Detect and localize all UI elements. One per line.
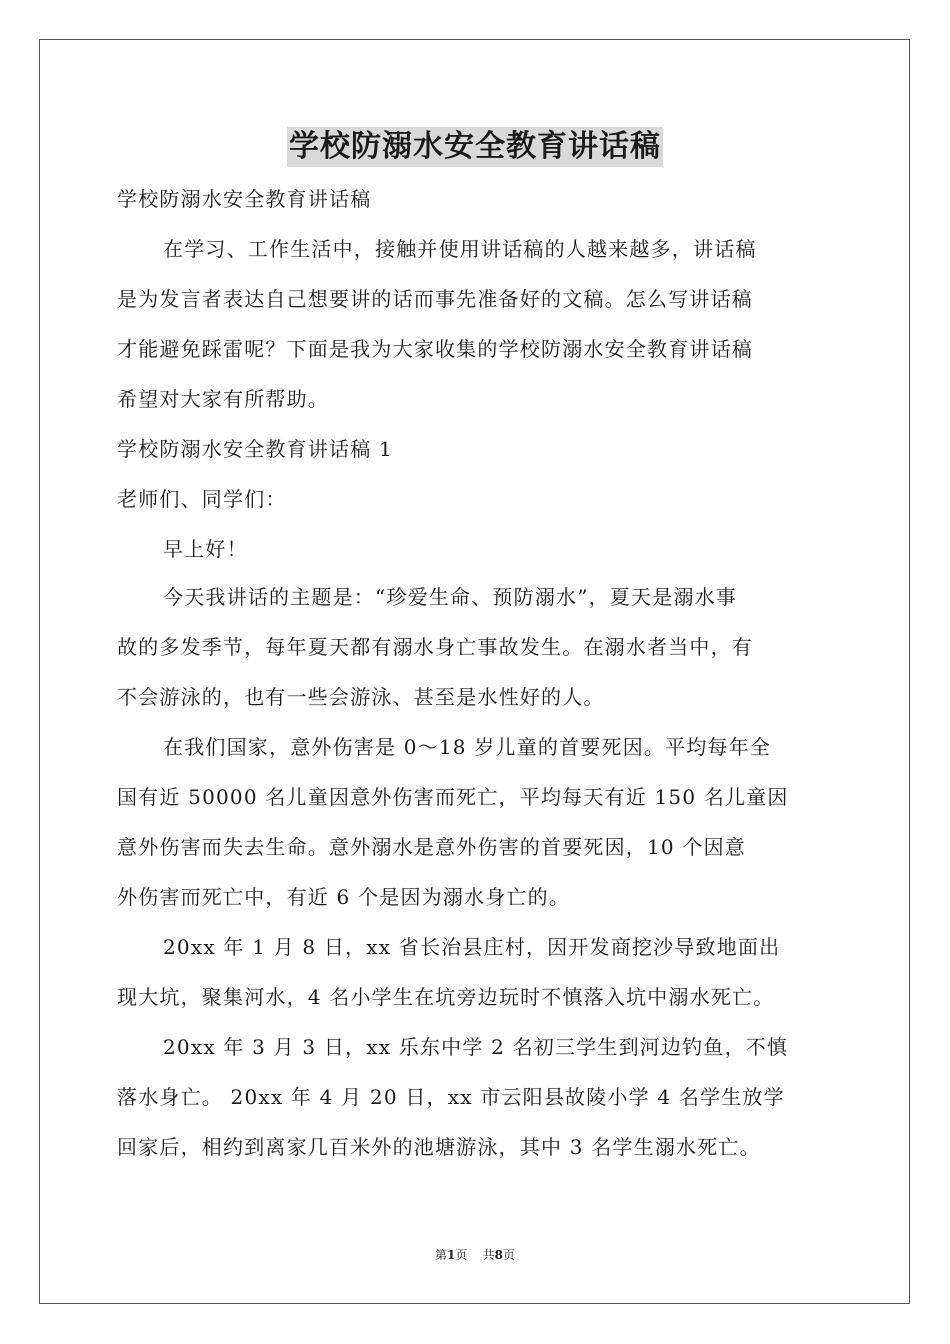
section-heading: 学校防溺水安全教育讲话稿 1	[117, 437, 393, 461]
page-prefix: 第	[434, 1248, 447, 1262]
paragraph-line: 今天我讲话的主题是：“珍爱生命、预防溺水”，夏天是溺水事	[163, 585, 738, 609]
paragraph-line: 20xx 年 3 月 3 日，xx 乐东中学 2 名初三学生到河边钓鱼，不慎	[163, 1035, 789, 1059]
paragraph-line: 外伤害而死亡中，有近 6 个是因为溺水身亡的。	[117, 885, 571, 909]
intro-line-4: 希望对大家有所帮助。	[117, 387, 329, 411]
paragraph-line: 意外伤害而失去生命。意外溺水是意外伤害的首要死因，10 个因意	[117, 835, 747, 859]
paragraph-line: 落水身亡。 20xx 年 4 月 20 日，xx 市云阳县故陵小学 4 名学生放学	[117, 1085, 785, 1109]
salutation: 老师们、同学们：	[117, 487, 287, 511]
paragraph-line: 故的多发季节，每年夏天都有溺水身亡事故发生。在溺水者当中，有	[117, 635, 753, 659]
paragraph-line: 国有近 50000 名儿童因意外伤害而死亡，平均每天有近 150 名儿童因	[117, 785, 789, 809]
page-footer	[0, 1247, 950, 1263]
document-title: 学校防溺水安全教育讲话稿	[287, 127, 663, 167]
subtitle-line: 学校防溺水安全教育讲话稿	[117, 187, 372, 211]
paragraph-line: 不会游泳的，也有一些会游泳、甚至是水性好的人。	[117, 685, 605, 709]
paragraph-line: 20xx 年 1 月 8 日，xx 省长治县庄村，因开发商挖沙导致地面出	[163, 935, 781, 959]
paragraph-line: 回家后，相约到离家几百米外的池塘游泳，其中 3 名学生溺水死亡。	[117, 1135, 761, 1159]
paragraph-line: 在我们国家，意外伤害是 0～18 岁儿童的首要死因。平均每年全	[163, 735, 772, 759]
intro-line-3: 才能避免踩雷呢？下面是我为大家收集的学校防溺水安全教育讲话稿	[117, 337, 753, 361]
intro-line-2: 是为发言者表达自己想要讲的话而事先准备好的文稿。怎么写讲话稿	[117, 287, 753, 311]
title-container	[0, 127, 950, 167]
total-page-number: 8	[494, 1248, 503, 1262]
intro-line-1: 在学习、工作生活中，接触并使用讲话稿的人越来越多，讲话稿	[163, 237, 757, 261]
greeting: 早上好！	[163, 537, 248, 561]
current-page-number: 1	[447, 1248, 456, 1262]
page-suffix: 页	[502, 1248, 515, 1262]
page-separator: 页 共	[455, 1248, 495, 1262]
paragraph-line: 现大坑，聚集河水，4 名小学生在坑旁边玩时不慎落入坑中溺水死亡。	[117, 985, 775, 1009]
page-border	[39, 39, 910, 1304]
